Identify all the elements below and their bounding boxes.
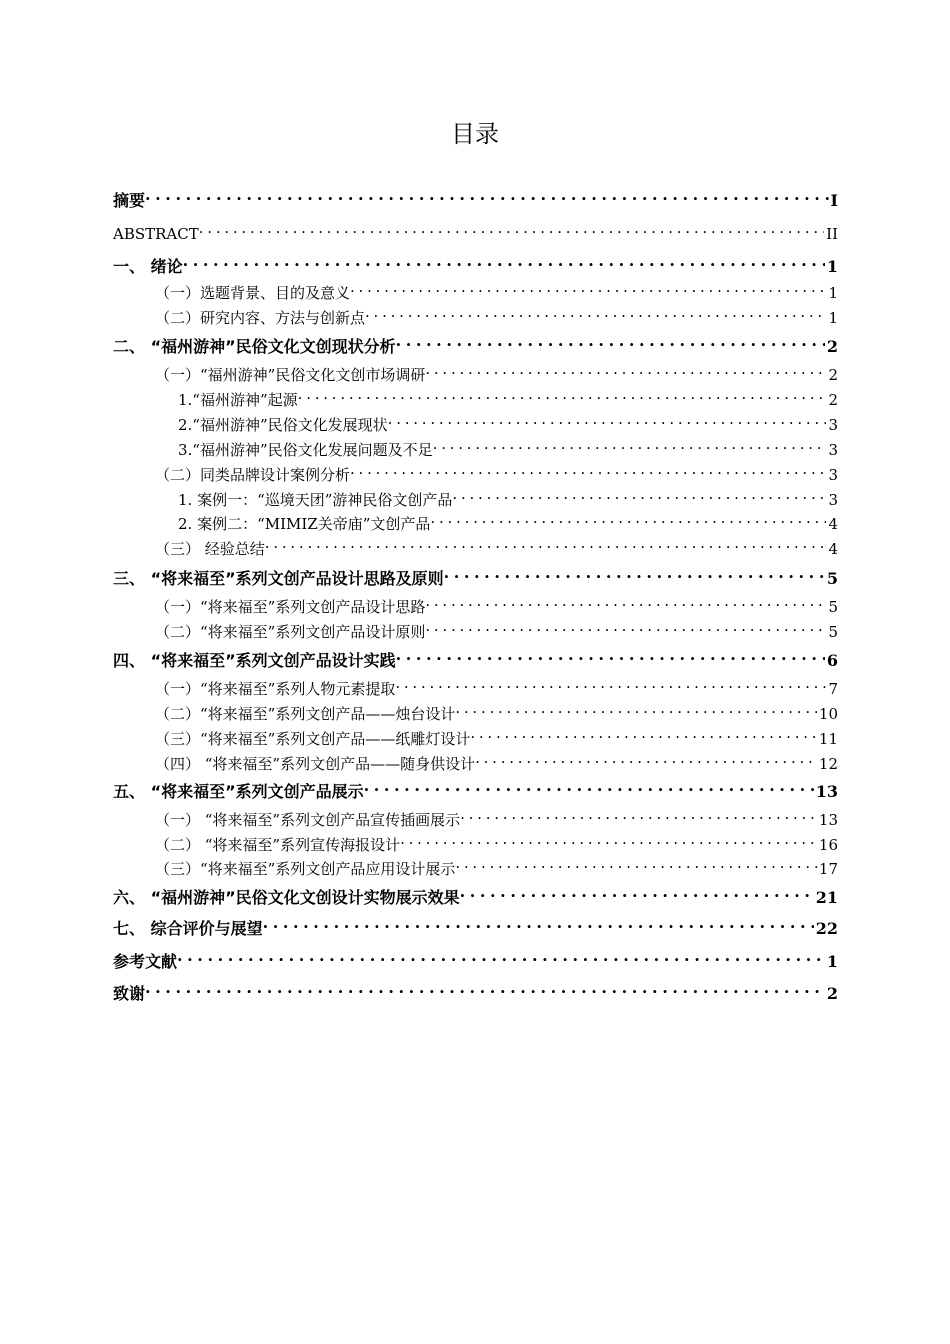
toc-entry-label: （一）“福州游神”民俗文化文创市场调研	[155, 366, 426, 384]
toc-page-number: 1	[826, 257, 838, 276]
dot-leader	[298, 383, 827, 405]
dot-leader	[433, 433, 827, 455]
toc-entry-label: 3.“福州游神”民俗文化发展问题及不足	[178, 441, 433, 459]
dot-leader	[183, 250, 825, 272]
toc-page-number: 2	[828, 391, 838, 409]
dot-leader	[365, 301, 826, 323]
toc-entry[interactable]	[155, 852, 838, 878]
toc-page-number: 1	[826, 952, 838, 971]
toc-entry-label: 三、 “将来福至”系列文创产品设计思路及原则	[113, 569, 444, 588]
toc-entry[interactable]	[113, 977, 838, 1003]
toc-entry[interactable]	[155, 358, 838, 384]
toc-entry[interactable]	[113, 881, 838, 907]
dot-leader	[199, 217, 824, 239]
dot-leader	[364, 775, 814, 797]
dot-leader	[425, 358, 826, 380]
toc-entry[interactable]	[155, 301, 838, 327]
toc-page-number: 5	[828, 598, 838, 616]
toc-page-number: I	[830, 191, 838, 210]
toc-entry[interactable]	[178, 433, 838, 459]
toc-page-number: 3	[828, 416, 838, 434]
toc-entry[interactable]	[113, 184, 838, 210]
toc-entry-label: 摘要	[113, 191, 146, 210]
toc-entry-label: （三）“将来福至”系列文创产品应用设计展示	[155, 860, 456, 878]
toc-entry-label: （二）“将来福至”系列文创产品设计原则	[155, 623, 426, 641]
toc-entry[interactable]	[113, 217, 838, 243]
dot-leader	[425, 615, 826, 637]
toc-entry[interactable]	[155, 803, 838, 829]
toc-entry-label: （一）选题背景、目的及意义	[155, 284, 351, 302]
dot-leader	[177, 945, 825, 967]
toc-entry[interactable]	[178, 408, 838, 434]
toc-page-number: 16	[818, 836, 838, 854]
toc-entry-label: （三） 经验总结	[155, 540, 265, 558]
toc-entry-label: （三）“将来福至”系列文创产品——纸雕灯设计	[155, 730, 471, 748]
dot-leader	[460, 881, 814, 903]
dot-leader	[452, 483, 826, 505]
toc-entry-label: 一、 绪论	[113, 257, 183, 276]
toc-entry-label: ABSTRACT	[113, 225, 199, 243]
toc-entry[interactable]	[113, 562, 838, 588]
toc-entry-label: 七、 综合评价与展望	[113, 919, 263, 938]
toc-page-number: II	[826, 225, 838, 243]
toc-entry[interactable]	[113, 250, 838, 276]
toc-entry[interactable]	[155, 697, 838, 723]
dot-leader	[396, 644, 825, 666]
toc-entry[interactable]	[155, 458, 838, 484]
toc-entry[interactable]	[113, 945, 838, 971]
dot-leader	[455, 697, 817, 719]
toc-entry-label: 参考文献	[113, 952, 178, 971]
dot-leader	[425, 590, 826, 612]
toc-page-number: 2	[826, 984, 838, 1003]
toc-entry-label: 1.“福州游神”起源	[178, 391, 298, 409]
toc-entry-label: （二）研究内容、方法与创新点	[155, 309, 366, 327]
toc-entry[interactable]	[155, 590, 838, 616]
dot-leader	[455, 852, 817, 874]
dot-leader	[460, 803, 817, 825]
toc-page-number: 1	[828, 284, 838, 302]
dot-leader	[395, 672, 826, 694]
dot-leader	[145, 184, 829, 206]
toc-entry-label: 六、 “福州游神”民俗文化文创设计实物展示效果	[113, 888, 460, 907]
dot-leader	[263, 912, 814, 934]
toc-entry[interactable]	[113, 912, 838, 938]
toc-page-number: 2	[826, 337, 838, 356]
toc-entry-label: （四） “将来福至”系列文创产品——随身供设计	[155, 755, 476, 773]
toc-page-number: 5	[828, 623, 838, 641]
toc-entry[interactable]	[155, 828, 838, 854]
toc-entry-label: （一） “将来福至”系列文创产品宣传插画展示	[155, 811, 461, 829]
toc-entry-label: 四、 “将来福至”系列文创产品设计实践	[113, 651, 396, 670]
dot-leader	[145, 977, 825, 999]
toc-page-number: 10	[818, 705, 838, 723]
toc-entry[interactable]	[113, 330, 838, 356]
toc-entry[interactable]	[113, 775, 838, 801]
dot-leader	[470, 722, 817, 744]
toc-entry-label: （二）同类品牌设计案例分析	[155, 466, 351, 484]
toc-page-number: 4	[828, 515, 838, 533]
toc-page-number: 21	[815, 888, 838, 907]
toc-page-number: 2	[828, 366, 838, 384]
toc-entry[interactable]	[155, 722, 838, 748]
toc-entry[interactable]	[178, 483, 838, 509]
toc-entry[interactable]	[178, 383, 838, 409]
toc-entry[interactable]	[155, 747, 838, 773]
dot-leader	[475, 747, 817, 769]
dot-leader	[350, 276, 826, 298]
toc-page-number: 3	[828, 441, 838, 459]
dot-leader	[430, 507, 826, 529]
toc-entry-label: （一）“将来福至”系列文创产品设计思路	[155, 598, 426, 616]
toc-page-number: 22	[815, 919, 838, 938]
toc-page-number: 3	[828, 491, 838, 509]
toc-page-number: 4	[828, 540, 838, 558]
toc-page-number: 3	[828, 466, 838, 484]
toc-entry-label: 五、 “将来福至”系列文创产品展示	[113, 782, 364, 801]
toc-page-number: 13	[818, 811, 838, 829]
dot-leader	[400, 828, 817, 850]
toc-page-number: 11	[818, 730, 838, 748]
toc-entry[interactable]	[155, 276, 838, 302]
toc-entry-label: 2. 案例二：“MIMIZ关帝庙”文创产品	[178, 515, 431, 533]
toc-entry-label: 二、 “福州游神”民俗文化文创现状分析	[113, 337, 396, 356]
toc-page-number: 17	[818, 860, 838, 878]
dot-leader	[388, 408, 827, 430]
toc-page-number: 12	[818, 755, 838, 773]
toc-entry-label: 2.“福州游神”民俗文化发展现状	[178, 416, 388, 434]
toc-entry[interactable]	[155, 615, 838, 641]
toc-entry[interactable]	[155, 532, 838, 558]
toc-entry-label: 致谢	[113, 984, 146, 1003]
toc-page-number: 13	[815, 782, 838, 801]
toc-entry-label: （二）“将来福至”系列文创产品——烛台设计	[155, 705, 456, 723]
dot-leader	[396, 330, 825, 352]
toc-entry[interactable]	[178, 507, 838, 533]
dot-leader	[350, 458, 826, 480]
toc-entry-label: （一）“将来福至”系列人物元素提取	[155, 680, 396, 698]
toc-entry[interactable]	[113, 644, 838, 670]
toc-page-number: 7	[828, 680, 838, 698]
toc-title: 目录	[451, 120, 499, 148]
toc-entry-label: 1. 案例一：“巡境天团”游神民俗文创产品	[178, 491, 453, 509]
toc-entry-label: （二） “将来福至”系列宣传海报设计	[155, 836, 401, 854]
toc-page-number: 6	[826, 651, 838, 670]
toc-entry[interactable]	[155, 672, 838, 698]
dot-leader	[444, 562, 825, 584]
dot-leader	[265, 532, 827, 554]
toc-page-number: 1	[828, 309, 838, 327]
toc-page-number: 5	[826, 569, 838, 588]
